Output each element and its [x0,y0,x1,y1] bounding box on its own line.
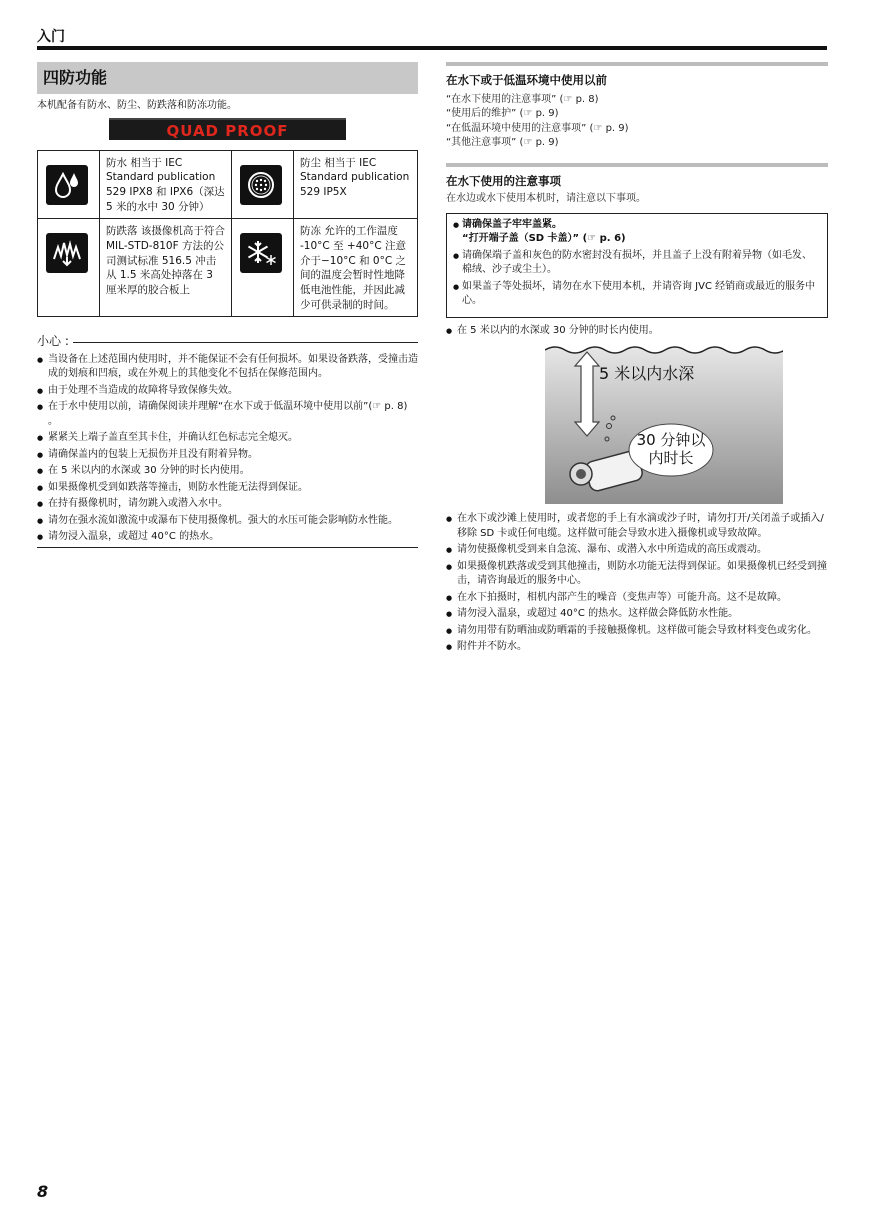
list-item: ● 在于水中使用以前，请确保阅读并理解“在水下或于低温环境中使用以前”(☞ p. 8) 。 [37,400,418,429]
list-item: ● 紧紧关上端子盖直至其卡住，并确认红色标志完全熄灭。 [37,431,418,446]
reference-list [446,93,828,151]
section-title-quad-proof: 四防功能 [37,62,418,94]
list-item: ● 如果盖子等处损坏，请勿在水下使用本机，并请咨询 JVC 经销商或最近的服务中心。 [453,280,821,309]
list-item: ● 请勿在强水流如激流中或瀑布下使用摄像机。强大的水压可能会影响防水性能。 [37,514,418,529]
spec-row [38,150,418,219]
snowflake-icon [240,233,282,273]
section-intro: 本机配备有防水、防尘、防跌落和防冻功能。 [37,100,237,111]
list-item: ● 请确保端子盖和灰色的防水密封没有损坏，并且盖子上没有附着异物（如毛发、棉绒、沙子或尘土）。 [453,249,821,278]
spec-dustproof-text: 防尘 相当于 IEC Standard publication 529 IP5X [294,150,418,219]
caution-heading [37,333,418,350]
caution-rule [73,342,418,343]
water-drop-icon [46,165,88,205]
reference-link[interactable]: “打开端子盖（SD 卡盖）” (☞ p. 6) [462,233,626,245]
dust-icon [240,165,282,205]
spec-shockproof-text: 防跌落 该摄像机高于符合 MIL-STD-810F 方法的公司测试标准 516.5 冲击 从 1.5 米高处掉落在 3 厘米厚的胶合板上 [100,219,232,317]
list-item: ● 在 5 米以内的水深或 30 分钟的时长内使用。 [446,324,828,339]
depth-label: 5 米以内水深 [599,364,695,384]
list-item: ● 在 5 米以内的水深或 30 分钟的时长内使用。 [37,464,418,479]
spec-row [38,219,418,317]
reference-link[interactable]: “使用后的维护” (☞ p. 9) [446,108,559,120]
quad-proof-logo: QUAD PROOF [109,118,346,140]
section-intro: 在水边或水下使用本机时，请注意以下事项。 [446,193,646,205]
list-item: ● 请确保盖内的包装上无损伤并且没有附着异物。 [37,448,418,463]
list-item: ● 附件并不防水。 [446,640,828,655]
underwater-illustration [545,344,783,504]
list-item: ● 在持有摄像机时，请勿跳入或潜入水中。 [37,497,418,512]
list-item: ● 如果摄像机受到如跌落等撞击，则防水性能无法得到保证。 [37,481,418,496]
list-item: ● 请确保盖子牢牢盖紧。 “打开端子盖（SD 卡盖）” (☞ p. 6) [453,218,821,247]
caution-label: 小心 : [37,334,69,349]
list-item: ● 请勿使摄像机受到来自急流、瀑布、或潜入水中所造成的高压或震动。 [446,543,828,558]
header-title: 入门 [37,29,65,45]
caution-list [37,353,418,545]
important-note-box [446,213,828,318]
underwater-notes-list [446,512,828,655]
reference-link[interactable]: “在低温环境中使用的注意事项” (☞ p. 9) [446,122,629,134]
list-item: ● 在水下或沙滩上使用时，或者您的手上有水滴或沙子时，请勿打开/关闭盖子或插入/移除 SD 卡或任何电缆。这样做可能会导致水进入摄像机或导致故障。 [446,512,828,541]
list-item: ● 在水下拍摄时，相机内部产生的噪音（变焦声等）可能升高。这不是故障。 [446,591,828,606]
page-number: 8 [37,1182,49,1201]
section-title-before-use: 在水下或于低温环境中使用以前 [446,73,607,87]
right-column [446,62,828,657]
shock-icon [46,233,88,273]
reference-link[interactable]: “在水下使用的注意事项” (☞ p. 8) [446,93,599,105]
list-item: ● 请勿浸入温泉，或超过 40°C 的热水。 [37,530,418,545]
list-item: ● 请勿用带有防晒油或防晒霜的手接触摄像机。这样做可能会导致材料变色或劣化。 [446,624,828,639]
list-item: ● 由于处理不当造成的故障将导致保修失效。 [37,384,418,399]
time-label: 30 分钟以 内时长 [636,431,706,468]
list-item: ● 请勿浸入温泉，或超过 40°C 的热水。这样做会降低防水性能。 [446,607,828,622]
header-rule [37,46,827,50]
left-column [37,62,418,548]
caution-end-rule [37,547,418,548]
list-item: ● 当设备在上述范围内使用时，并不能保证不会有任何损坏。如果设备跌落，受撞击造成的划痕和凹痕，或在外观上的其他变化不包括在保修范围内。 [37,353,418,382]
spec-table [37,150,418,318]
reference-link[interactable]: “其他注意事项” (☞ p. 9) [446,137,559,149]
list-item: ● 如果摄像机跌落或受到其他撞击，则防水功能无法得到保证。如果摄像机已经受到撞击，请咨询最近的服务中心。 [446,560,828,589]
spec-waterproof-text: 防水 相当于 IEC Standard publication 529 IPX8 和 IPX6（深达 5 米的水中 30 分钟） [100,150,232,219]
spec-freezeproof-text: 防冻 允许的工作温度 -10°C 至 +40°C 注意 介于−10°C 和 0°C 之间的温度会暂时性地降低电池性能，并因此减少可供录制的时间。 [294,219,418,317]
section-title-underwater: 在水下使用的注意事项 [446,173,561,188]
